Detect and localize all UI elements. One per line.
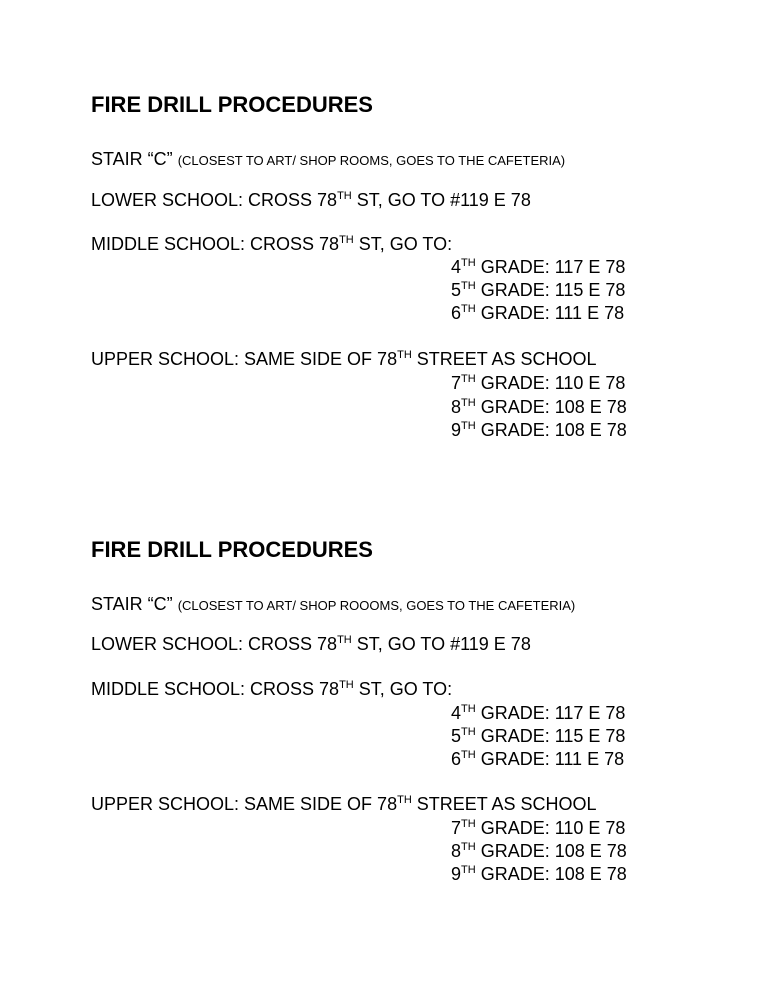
grade-sup: TH (461, 280, 476, 292)
grade-row (451, 256, 625, 278)
grade-number: 6 (451, 303, 462, 323)
grade-row (451, 702, 625, 724)
grade-address: GRADE: 110 E 78 (475, 373, 626, 393)
upper-school-suffix: STREET AS SCHOOL (411, 794, 597, 814)
grade-row (451, 863, 627, 885)
middle-school-suffix: ST, GO TO: (353, 234, 453, 254)
grade-number: 5 (451, 726, 462, 746)
stair-label: STAIR “C” (91, 149, 173, 169)
procedures-block-2 (91, 536, 751, 884)
grade-row (451, 748, 624, 770)
grade-sup: TH (461, 703, 476, 715)
grade-row (451, 419, 627, 441)
grade-sup: TH (461, 420, 476, 432)
lower-school-sup: TH (337, 190, 352, 202)
middle-school-prefix: MIDDLE SCHOOL: CROSS 78 (91, 234, 340, 254)
grade-number: 4 (451, 257, 462, 277)
lower-school-sup: TH (337, 634, 352, 646)
grade-number: 7 (451, 818, 462, 838)
grade-row (451, 372, 625, 394)
grade-number: 4 (451, 703, 462, 723)
grade-address: GRADE: 115 E 78 (475, 280, 626, 300)
upper-school-prefix: UPPER SCHOOL: SAME SIDE OF 78 (91, 349, 398, 369)
grade-number: 5 (451, 280, 462, 300)
lower-school-suffix: ST, GO TO #119 E 78 (351, 190, 531, 210)
grade-sup: TH (461, 841, 476, 853)
stair-line (91, 593, 575, 617)
upper-school-sup: TH (397, 794, 412, 806)
procedures-title: FIRE DRILL PROCEDURES (91, 537, 373, 562)
grade-number: 9 (451, 864, 462, 884)
grade-number: 7 (451, 373, 462, 393)
grade-row (451, 840, 627, 862)
grade-sup: TH (461, 749, 476, 761)
grade-address: GRADE: 111 E 78 (475, 303, 625, 323)
procedures-block-1 (91, 91, 751, 440)
grade-address: GRADE: 108 E 78 (475, 864, 627, 884)
grade-address: GRADE: 115 E 78 (475, 726, 626, 746)
upper-school-line (91, 793, 597, 815)
grade-address: GRADE: 110 E 78 (475, 818, 626, 838)
middle-school-sup: TH (339, 679, 354, 691)
grade-sup: TH (461, 373, 476, 385)
upper-school-suffix: STREET AS SCHOOL (411, 349, 597, 369)
middle-school-line (91, 678, 452, 700)
grade-sup: TH (461, 397, 476, 409)
grade-sup: TH (461, 257, 476, 269)
grade-row (451, 396, 627, 418)
middle-school-prefix: MIDDLE SCHOOL: CROSS 78 (91, 679, 340, 699)
stair-note: (CLOSEST TO ART/ SHOP ROOOMS, GOES TO THE CAFETERIA) (177, 598, 576, 613)
stair-label: STAIR “C” (91, 594, 173, 614)
grade-row (451, 725, 625, 747)
grade-number: 8 (451, 841, 462, 861)
grade-sup: TH (461, 303, 476, 315)
grade-address: GRADE: 108 E 78 (475, 420, 627, 440)
grade-address: GRADE: 117 E 78 (475, 703, 626, 723)
stair-note: (CLOSEST TO ART/ SHOP ROOMS, GOES TO THE CAFETERIA) (177, 153, 566, 168)
procedures-title: FIRE DRILL PROCEDURES (91, 92, 373, 117)
grade-sup: TH (461, 726, 476, 738)
upper-school-sup: TH (397, 349, 412, 361)
grade-address: GRADE: 117 E 78 (475, 257, 626, 277)
grade-number: 9 (451, 420, 462, 440)
stair-line (91, 148, 565, 172)
grade-address: GRADE: 108 E 78 (475, 841, 627, 861)
lower-school-line (91, 189, 531, 211)
upper-school-line (91, 348, 597, 370)
grade-row (451, 302, 624, 324)
lower-school-line (91, 633, 531, 655)
upper-school-prefix: UPPER SCHOOL: SAME SIDE OF 78 (91, 794, 398, 814)
grade-address: GRADE: 108 E 78 (475, 397, 627, 417)
lower-school-suffix: ST, GO TO #119 E 78 (351, 634, 531, 654)
grade-number: 8 (451, 397, 462, 417)
lower-school-prefix: LOWER SCHOOL: CROSS 78 (91, 190, 338, 210)
middle-school-suffix: ST, GO TO: (353, 679, 453, 699)
grade-row (451, 279, 625, 301)
grade-sup: TH (461, 818, 476, 830)
grade-address: GRADE: 111 E 78 (475, 749, 625, 769)
middle-school-sup: TH (339, 234, 354, 246)
lower-school-prefix: LOWER SCHOOL: CROSS 78 (91, 634, 338, 654)
middle-school-line (91, 233, 452, 255)
grade-row (451, 817, 625, 839)
grade-sup: TH (461, 864, 476, 876)
grade-number: 6 (451, 749, 462, 769)
